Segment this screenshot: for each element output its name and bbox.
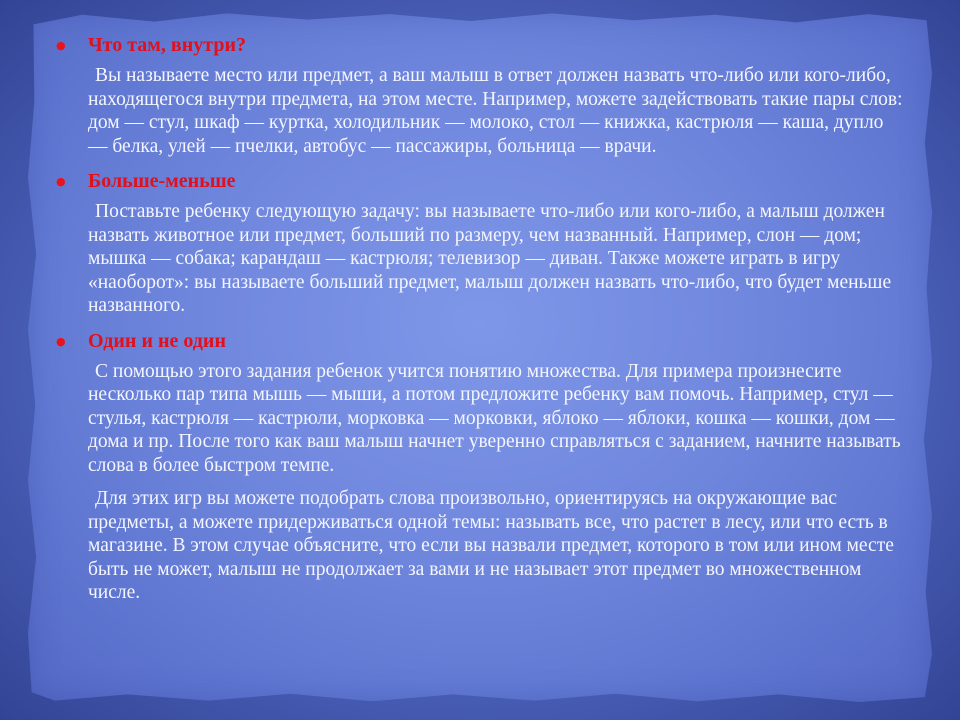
section-heading-row	[56, 326, 906, 356]
closing-text: Для этих игр вы можете подобрать слова произвольно, ориентируясь на окружающие вас предметы, а можете придерживаться одной темы: называть все, что растет в лесу, или что есть в магазине. В этом случае объясните, что если вы назвали предмет, которого в том или ином месте быть не может, малыш не продолжает за вами и не называет этот предмет во множественном числе.	[88, 488, 894, 603]
section-text: Вы называете место или предмет, а ваш малыш в ответ должен назвать что-либо или кого-либо, находящегося внутри предмета, на этом месте. Например, можете задействовать такие пары слов: дом — стул, шкаф — куртка, холодильник — молоко, стол — книжка, кастрюля — каша, дупло — белка, улей — пчелки, автобус — пассажиры, больница — врачи.	[88, 65, 903, 157]
section-heading: Что там, внутри?	[88, 34, 246, 56]
bullet-dot-icon: ●	[56, 334, 66, 348]
bullet-dot-icon: ●	[56, 175, 66, 188]
bullet-dot-icon: ●	[56, 39, 66, 52]
section-text: С помощью этого задания ребенок учится понятию множества. Для примера произнесите несколько пар типа мышь — мыши, а потом предложите ребенку вам помочь. Например, стул — стулья, кастрюля — кастрюли, морковка — морковки, яблоко — яблоки, кошка — кошки, дом — дома и пр. После того как ваш малыш начнет уверенно справляться с заданием, начните называть слова в более быстром темпе.	[88, 360, 901, 476]
section-heading: Один и не один	[88, 329, 226, 352]
slide-content	[56, 30, 906, 605]
section-heading: Больше-меньше	[88, 170, 236, 192]
section-heading-row	[56, 166, 906, 196]
section-heading-row	[56, 30, 906, 60]
section-text: Поставьте ребенку следующую задачу: вы называете что-либо или кого-либо, а малыш должен назвать животное или предмет, больший по размеру, чем названный. Например, слон — дом; мышка — собака; карандаш — кастрюля; телевизор — диван. Также можете играть в игру «наоборот»: вы называете больший предмет, малыш должен назвать что-либо, что будет меньше названного.	[88, 201, 892, 316]
